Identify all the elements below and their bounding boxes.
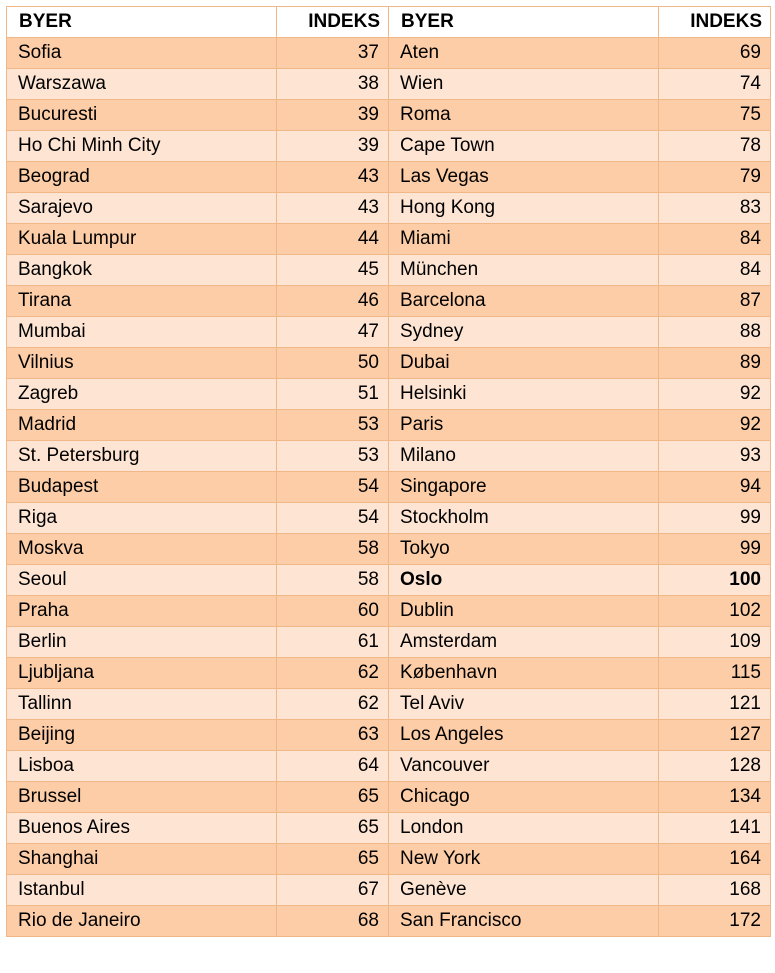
city-cell-right: Tel Aviv <box>389 689 659 720</box>
index-cell-right: 88 <box>659 317 771 348</box>
city-cell-right: Chicago <box>389 782 659 813</box>
index-cell-left: 58 <box>277 565 389 596</box>
table-row <box>7 751 771 782</box>
city-cell-left: Tirana <box>7 286 277 317</box>
index-cell-right: 115 <box>659 658 771 689</box>
city-cell-left: Buenos Aires <box>7 813 277 844</box>
index-cell-left: 62 <box>277 658 389 689</box>
city-cell-right: Singapore <box>389 472 659 503</box>
table-row <box>7 875 771 906</box>
city-cell-right: Vancouver <box>389 751 659 782</box>
index-cell-left: 43 <box>277 162 389 193</box>
index-cell-right: 79 <box>659 162 771 193</box>
index-cell-left: 45 <box>277 255 389 286</box>
index-cell-right: 99 <box>659 534 771 565</box>
table-body <box>7 38 771 937</box>
city-cell-right: Las Vegas <box>389 162 659 193</box>
index-cell-right: 109 <box>659 627 771 658</box>
table-row <box>7 131 771 162</box>
index-cell-right: 89 <box>659 348 771 379</box>
index-cell-left: 46 <box>277 286 389 317</box>
index-cell-left: 39 <box>277 100 389 131</box>
table-row <box>7 193 771 224</box>
index-cell-right: 84 <box>659 224 771 255</box>
index-cell-left: 43 <box>277 193 389 224</box>
index-cell-left: 54 <box>277 472 389 503</box>
city-cell-right: Oslo <box>389 565 659 596</box>
index-cell-left: 65 <box>277 844 389 875</box>
table-row <box>7 689 771 720</box>
city-cell-left: Lisboa <box>7 751 277 782</box>
header-row <box>7 7 771 38</box>
city-cell-right: Milano <box>389 441 659 472</box>
city-cell-left: Rio de Janeiro <box>7 906 277 937</box>
table-row <box>7 906 771 937</box>
city-cell-right: Tokyo <box>389 534 659 565</box>
table-row <box>7 255 771 286</box>
city-cell-right: Amsterdam <box>389 627 659 658</box>
city-cell-right: London <box>389 813 659 844</box>
city-cell-left: Tallinn <box>7 689 277 720</box>
city-cell-right: Barcelona <box>389 286 659 317</box>
table-row <box>7 596 771 627</box>
index-cell-left: 62 <box>277 689 389 720</box>
city-cell-left: Kuala Lumpur <box>7 224 277 255</box>
index-cell-right: 93 <box>659 441 771 472</box>
city-cell-left: Beijing <box>7 720 277 751</box>
table-row <box>7 627 771 658</box>
table-row <box>7 410 771 441</box>
city-cell-left: Mumbai <box>7 317 277 348</box>
table-row <box>7 100 771 131</box>
city-cell-left: Zagreb <box>7 379 277 410</box>
index-cell-right: 83 <box>659 193 771 224</box>
table-row <box>7 441 771 472</box>
index-cell-right: 168 <box>659 875 771 906</box>
index-cell-right: 94 <box>659 472 771 503</box>
index-cell-left: 38 <box>277 69 389 100</box>
city-index-table-container <box>6 6 771 937</box>
index-cell-right: 78 <box>659 131 771 162</box>
table-row <box>7 565 771 596</box>
table-row <box>7 658 771 689</box>
table-row <box>7 720 771 751</box>
index-cell-left: 60 <box>277 596 389 627</box>
index-cell-right: 128 <box>659 751 771 782</box>
city-cell-left: Warszawa <box>7 69 277 100</box>
city-cell-left: Vilnius <box>7 348 277 379</box>
index-cell-left: 54 <box>277 503 389 534</box>
table-row <box>7 503 771 534</box>
city-cell-left: Brussel <box>7 782 277 813</box>
city-cell-right: Genève <box>389 875 659 906</box>
city-cell-right: Aten <box>389 38 659 69</box>
table-row <box>7 813 771 844</box>
index-cell-right: 84 <box>659 255 771 286</box>
table-row <box>7 472 771 503</box>
index-cell-left: 64 <box>277 751 389 782</box>
city-cell-right: Los Angeles <box>389 720 659 751</box>
index-cell-right: 74 <box>659 69 771 100</box>
city-cell-right: Helsinki <box>389 379 659 410</box>
city-cell-left: Moskva <box>7 534 277 565</box>
city-cell-left: Madrid <box>7 410 277 441</box>
index-cell-left: 61 <box>277 627 389 658</box>
index-cell-left: 51 <box>277 379 389 410</box>
index-cell-right: 164 <box>659 844 771 875</box>
index-cell-left: 37 <box>277 38 389 69</box>
city-cell-right: Dubai <box>389 348 659 379</box>
index-cell-right: 92 <box>659 410 771 441</box>
city-cell-right: Miami <box>389 224 659 255</box>
header-city-right: BYER <box>389 7 659 38</box>
city-cell-right: Paris <box>389 410 659 441</box>
city-cell-left: Riga <box>7 503 277 534</box>
index-cell-left: 44 <box>277 224 389 255</box>
index-cell-right: 141 <box>659 813 771 844</box>
city-cell-right: Dublin <box>389 596 659 627</box>
city-cell-left: Seoul <box>7 565 277 596</box>
index-cell-right: 134 <box>659 782 771 813</box>
index-cell-right: 121 <box>659 689 771 720</box>
index-cell-left: 53 <box>277 441 389 472</box>
city-cell-left: Bangkok <box>7 255 277 286</box>
city-cell-right: Sydney <box>389 317 659 348</box>
city-cell-right: Hong Kong <box>389 193 659 224</box>
index-cell-right: 100 <box>659 565 771 596</box>
city-cell-right: København <box>389 658 659 689</box>
index-cell-left: 53 <box>277 410 389 441</box>
city-cell-left: Istanbul <box>7 875 277 906</box>
city-cell-left: Sofia <box>7 38 277 69</box>
table-row <box>7 286 771 317</box>
city-cell-left: Berlin <box>7 627 277 658</box>
index-cell-right: 69 <box>659 38 771 69</box>
table-row <box>7 534 771 565</box>
index-cell-left: 50 <box>277 348 389 379</box>
index-cell-right: 75 <box>659 100 771 131</box>
index-cell-right: 127 <box>659 720 771 751</box>
table-row <box>7 379 771 410</box>
index-cell-left: 65 <box>277 782 389 813</box>
table-row <box>7 69 771 100</box>
index-cell-left: 39 <box>277 131 389 162</box>
index-cell-left: 65 <box>277 813 389 844</box>
header-city-left: BYER <box>7 7 277 38</box>
city-cell-left: Beograd <box>7 162 277 193</box>
table-row <box>7 844 771 875</box>
index-cell-right: 172 <box>659 906 771 937</box>
city-cell-left: Shanghai <box>7 844 277 875</box>
city-cell-left: St. Petersburg <box>7 441 277 472</box>
table-row <box>7 162 771 193</box>
table-row <box>7 348 771 379</box>
city-index-table <box>6 6 771 937</box>
table-row <box>7 38 771 69</box>
header-index-right: INDEKS <box>659 7 771 38</box>
city-cell-right: Wien <box>389 69 659 100</box>
city-cell-left: Ho Chi Minh City <box>7 131 277 162</box>
header-index-left: INDEKS <box>277 7 389 38</box>
index-cell-left: 58 <box>277 534 389 565</box>
city-cell-left: Bucuresti <box>7 100 277 131</box>
index-cell-left: 47 <box>277 317 389 348</box>
city-cell-left: Ljubljana <box>7 658 277 689</box>
index-cell-right: 102 <box>659 596 771 627</box>
table-row <box>7 782 771 813</box>
table-row <box>7 317 771 348</box>
index-cell-right: 99 <box>659 503 771 534</box>
city-cell-right: New York <box>389 844 659 875</box>
index-cell-left: 68 <box>277 906 389 937</box>
city-cell-right: Roma <box>389 100 659 131</box>
table-row <box>7 224 771 255</box>
city-cell-right: Stockholm <box>389 503 659 534</box>
city-cell-left: Sarajevo <box>7 193 277 224</box>
city-cell-left: Praha <box>7 596 277 627</box>
index-cell-left: 63 <box>277 720 389 751</box>
city-cell-right: San Francisco <box>389 906 659 937</box>
index-cell-right: 92 <box>659 379 771 410</box>
city-cell-right: München <box>389 255 659 286</box>
index-cell-right: 87 <box>659 286 771 317</box>
city-cell-right: Cape Town <box>389 131 659 162</box>
city-cell-left: Budapest <box>7 472 277 503</box>
index-cell-left: 67 <box>277 875 389 906</box>
